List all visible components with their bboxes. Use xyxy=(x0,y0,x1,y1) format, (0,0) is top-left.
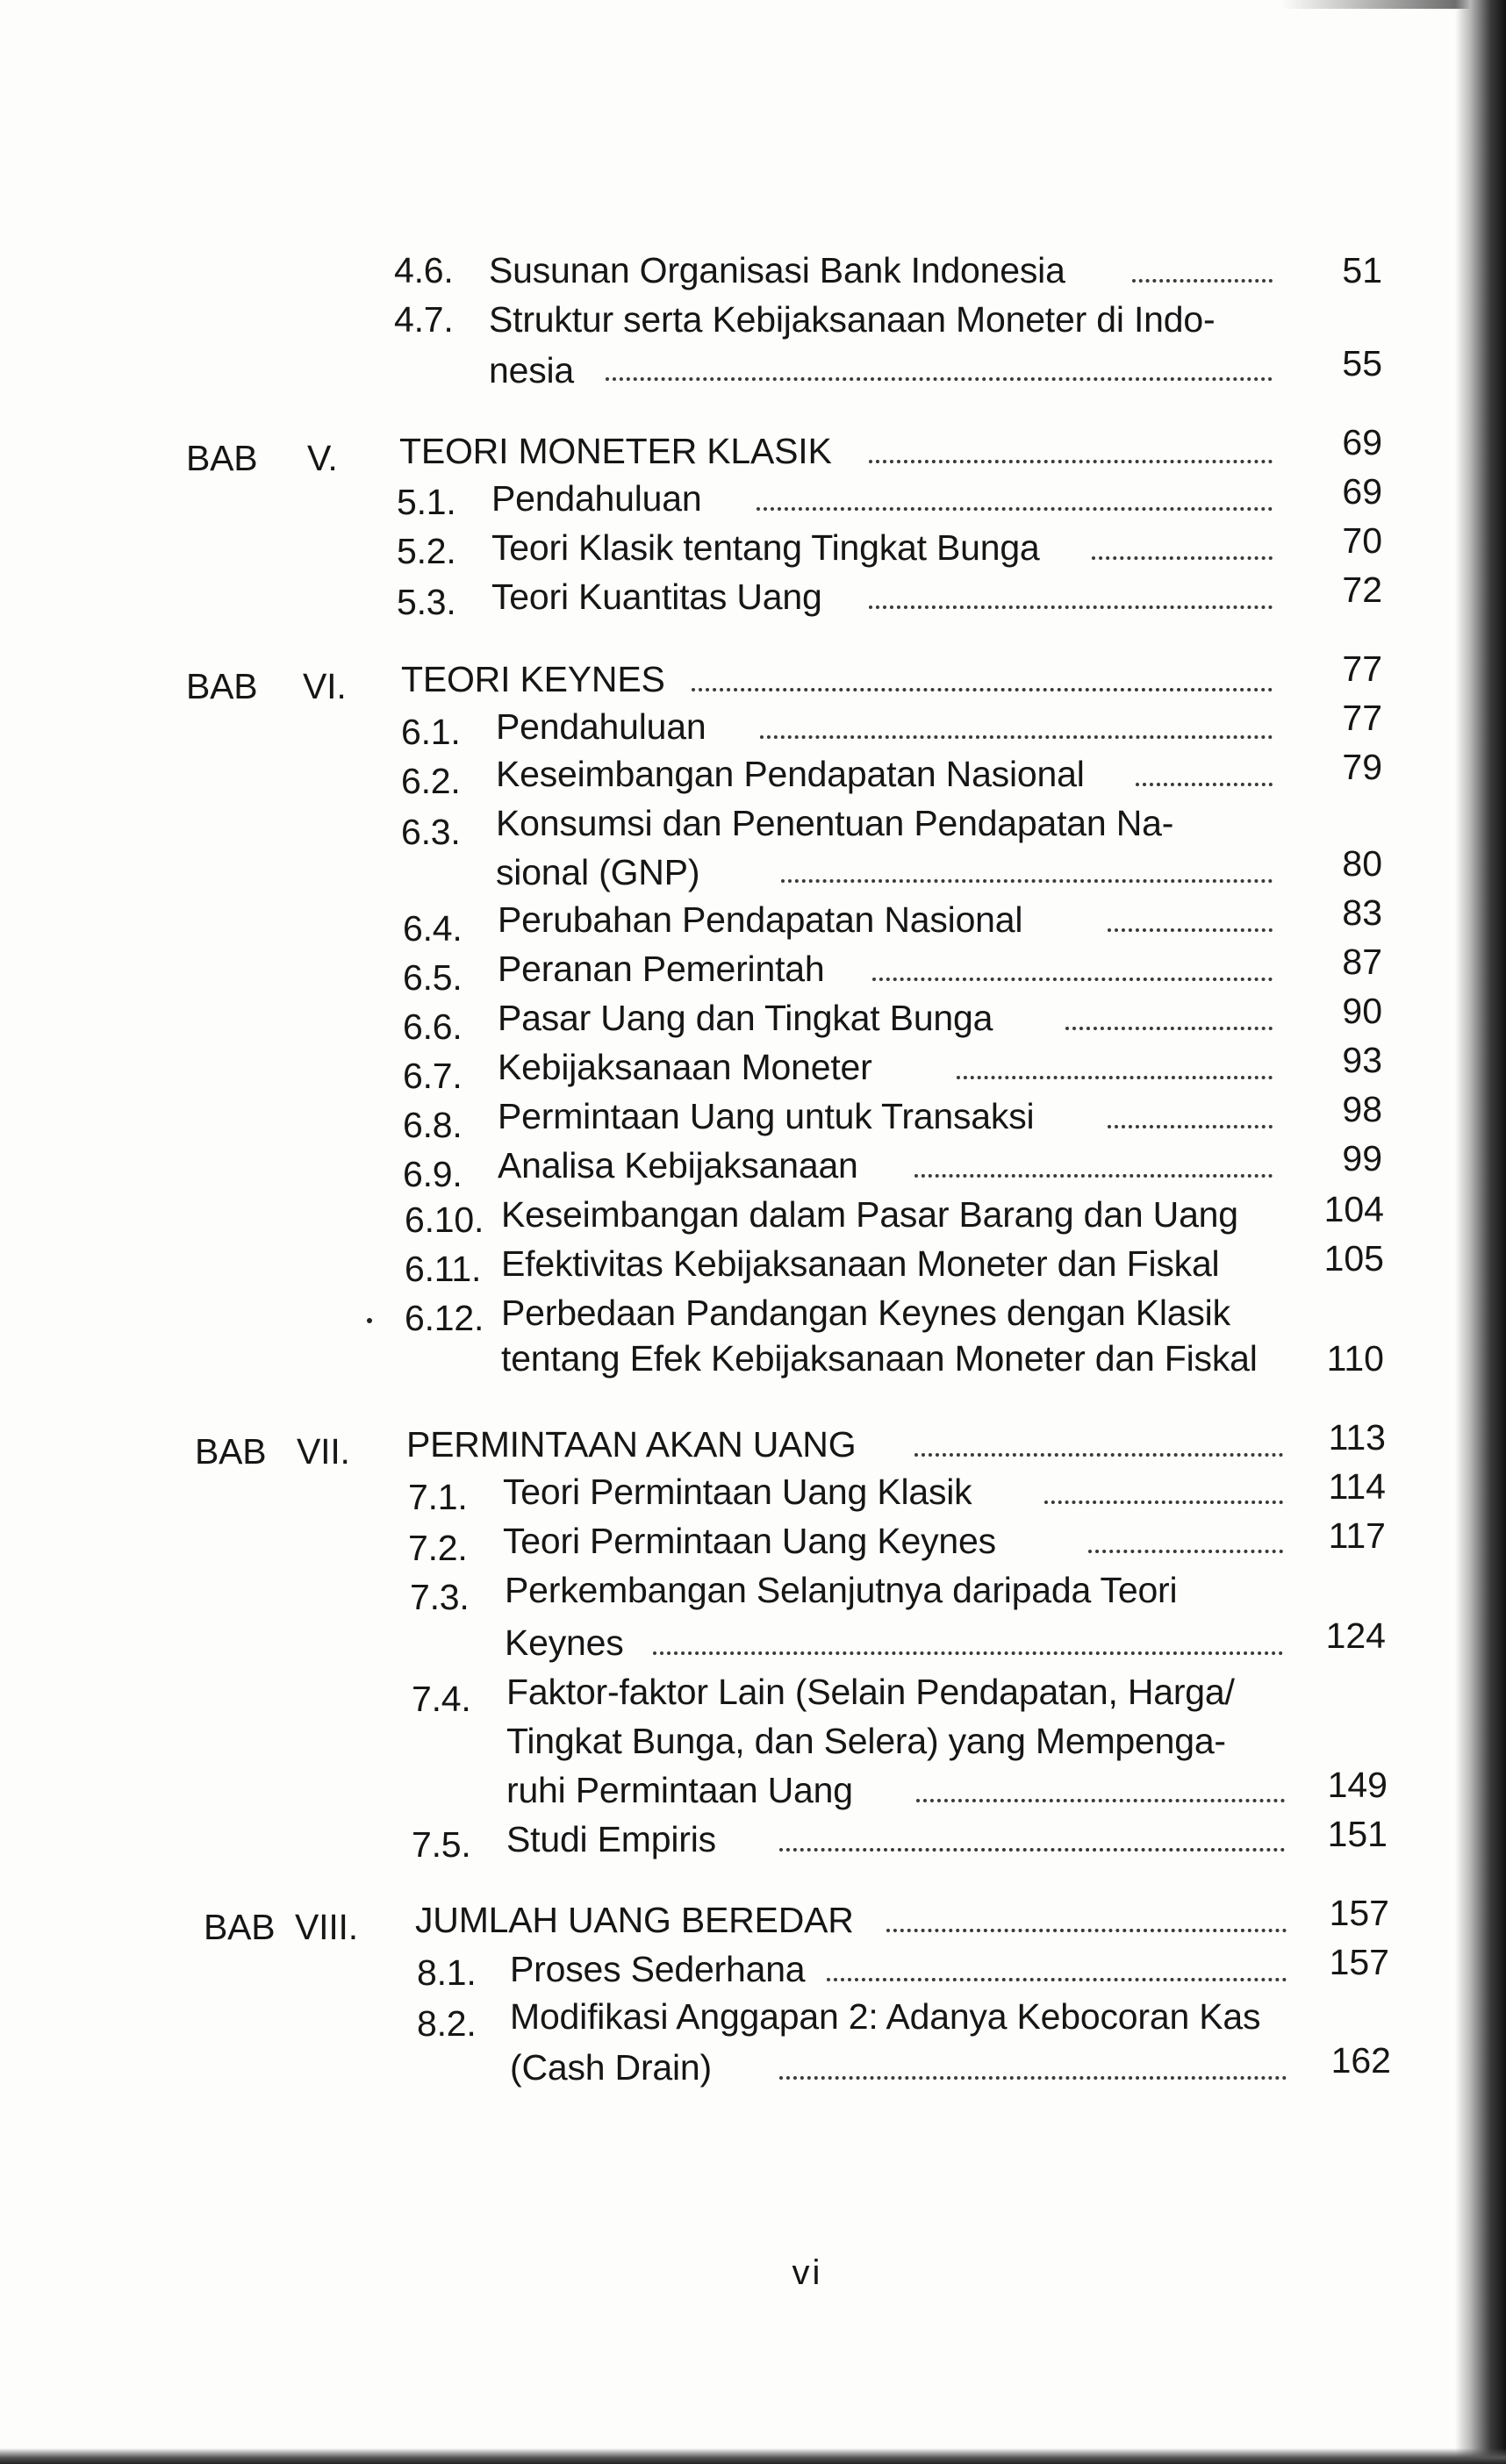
page-number: 55 xyxy=(1342,343,1382,383)
chapter-roman-numeral: V. xyxy=(307,438,338,478)
section-title: Perbedaan Pandangan Keynes dengan Klasik xyxy=(501,1293,1230,1333)
section-number: 7.5. xyxy=(412,1824,471,1865)
section-title-continued: ruhi Permintaan Uang xyxy=(506,1770,853,1810)
section-number: 7.2. xyxy=(408,1528,468,1568)
chapter-roman-numeral: VII. xyxy=(297,1431,350,1472)
dot-leader xyxy=(606,372,1273,381)
dot-leader xyxy=(869,455,1273,463)
dot-leader xyxy=(781,874,1273,883)
page-number: 77 xyxy=(1342,648,1382,689)
section-title-continued: nesia xyxy=(489,350,575,390)
page-number: 157 xyxy=(1329,1942,1389,1982)
section-number: 5.1. xyxy=(397,482,456,522)
chapter-label: BAB xyxy=(204,1907,276,1947)
section-title: Keseimbangan dalam Pasar Barang dan Uang xyxy=(501,1194,1238,1235)
dot-leader xyxy=(1065,1021,1273,1030)
section-number: 6.2. xyxy=(401,761,461,801)
dot-leader xyxy=(1132,274,1273,283)
section-number: 7.3. xyxy=(410,1577,470,1617)
section-title: Pasar Uang dan Tingkat Bunga xyxy=(498,998,993,1038)
page-number: 87 xyxy=(1342,942,1382,982)
page-number: 113 xyxy=(1328,1417,1386,1458)
dot-leader xyxy=(757,502,1273,511)
section-title: Keseimbangan Pendapatan Nasional xyxy=(496,754,1085,794)
dot-leader xyxy=(886,1923,1287,1932)
dot-leader xyxy=(1092,551,1273,560)
section-title: Teori Kuantitas Uang xyxy=(491,577,822,617)
section-number: 6.10. xyxy=(405,1200,484,1240)
page-number: 110 xyxy=(1326,1338,1384,1379)
page-number: 83 xyxy=(1342,892,1382,933)
page-number: 114 xyxy=(1328,1466,1386,1507)
section-title: Teori Permintaan Uang Klasik xyxy=(503,1472,972,1512)
dot-leader xyxy=(779,1843,1285,1852)
page-number: 104 xyxy=(1323,1189,1384,1229)
section-title: Perkembangan Selanjutnya daripada Teori xyxy=(505,1570,1178,1610)
dot-leader xyxy=(1136,777,1273,786)
section-number: 4.7. xyxy=(394,299,454,340)
page-footer-number: vi xyxy=(792,2253,823,2292)
page-number: 69 xyxy=(1342,422,1382,462)
section-number: 6.5. xyxy=(403,957,463,998)
dot-leader xyxy=(1088,1544,1283,1553)
page-number: 105 xyxy=(1323,1238,1384,1279)
section-title: Susunan Organisasi Bank Indonesia xyxy=(489,250,1065,290)
chapter-label: BAB xyxy=(195,1431,267,1472)
page-number: 79 xyxy=(1342,747,1382,787)
page-number: 99 xyxy=(1342,1138,1382,1178)
page-number: 149 xyxy=(1327,1765,1388,1805)
section-number: 6.7. xyxy=(403,1056,463,1096)
scan-edge-bottom xyxy=(0,2448,1506,2464)
section-title: Struktur serta Kebijaksanaan Moneter di Indo- xyxy=(489,299,1216,340)
page-number: 80 xyxy=(1342,843,1382,884)
section-number: 6.6. xyxy=(403,1006,463,1047)
dot-leader xyxy=(1044,1495,1283,1504)
section-number: 6.4. xyxy=(403,908,463,949)
section-number: 7.4. xyxy=(412,1679,471,1719)
section-title: Studi Empiris xyxy=(506,1819,716,1859)
section-title-continued: Keynes xyxy=(505,1622,624,1663)
section-number: 7.1. xyxy=(408,1477,468,1517)
bullet-mark xyxy=(367,1318,372,1323)
section-title-continued: tentang Efek Kebijaksanaan Moneter dan Fiskal xyxy=(501,1338,1258,1379)
section-title: Peranan Pemerintah xyxy=(498,949,825,989)
section-number: 6.9. xyxy=(403,1154,463,1194)
dot-leader xyxy=(1108,923,1273,932)
section-number: 6.12. xyxy=(405,1298,484,1338)
section-title: Pendahuluan xyxy=(491,478,702,519)
page-number: 72 xyxy=(1342,569,1382,610)
chapter-label: BAB xyxy=(186,438,258,478)
page-number: 124 xyxy=(1325,1615,1386,1656)
section-title: Proses Sederhana xyxy=(510,1949,806,1989)
page-number: 98 xyxy=(1342,1089,1382,1129)
section-number: 4.6. xyxy=(394,250,454,290)
section-title-continued: (Cash Drain) xyxy=(510,2047,712,2088)
section-number: 6.8. xyxy=(403,1105,463,1145)
section-title-continued: sional (GNP) xyxy=(496,852,700,892)
scan-edge-right xyxy=(1455,0,1506,2464)
dot-leader xyxy=(653,1646,1283,1655)
page-number: 93 xyxy=(1342,1040,1382,1080)
dot-leader xyxy=(1108,1120,1273,1128)
section-title: Teori Permintaan Uang Keynes xyxy=(503,1521,996,1561)
page-number: 51 xyxy=(1342,250,1382,290)
section-title: Kebijaksanaan Moneter xyxy=(498,1047,872,1087)
dot-leader xyxy=(692,683,1273,691)
section-number: 6.3. xyxy=(401,812,461,852)
page-number: 157 xyxy=(1329,1893,1389,1933)
dot-leader xyxy=(916,1794,1285,1802)
section-title: Teori Klasik tentang Tingkat Bunga xyxy=(491,527,1040,568)
dot-leader xyxy=(914,1448,1283,1457)
chapter-title: PERMINTAAN AKAN UANG xyxy=(406,1424,857,1465)
section-title: Konsumsi dan Penentuan Pendapatan Na- xyxy=(496,803,1174,843)
section-number: 6.11. xyxy=(405,1249,482,1289)
page-number: 117 xyxy=(1328,1515,1386,1556)
chapter-roman-numeral: VIII. xyxy=(295,1907,358,1947)
chapter-label: BAB xyxy=(186,666,258,706)
dot-leader xyxy=(760,730,1273,739)
section-title: Pendahuluan xyxy=(496,706,706,747)
dot-leader xyxy=(779,2071,1287,2080)
section-number: 5.3. xyxy=(397,582,456,622)
section-title-continued: Tingkat Bunga, dan Selera) yang Mempenga- xyxy=(506,1721,1226,1761)
chapter-title: JUMLAH UANG BEREDAR xyxy=(415,1900,854,1940)
dot-leader xyxy=(827,1973,1287,1981)
dot-leader xyxy=(957,1071,1273,1079)
page-number: 69 xyxy=(1342,471,1382,512)
section-title: Analisa Kebijaksanaan xyxy=(498,1145,858,1185)
dot-leader xyxy=(869,600,1273,609)
dot-leader xyxy=(872,972,1273,981)
section-title: Permintaan Uang untuk Transaksi xyxy=(498,1096,1035,1136)
page-number: 90 xyxy=(1342,991,1382,1031)
section-title: Modifikasi Anggapan 2: Adanya Kebocoran Kas xyxy=(510,1996,1261,2037)
section-title: Faktor-faktor Lain (Selain Pendapatan, Harga/ xyxy=(506,1672,1235,1712)
page-number: 162 xyxy=(1330,2040,1391,2081)
page-number: 151 xyxy=(1327,1814,1388,1854)
chapter-title: TEORI MONETER KLASIK xyxy=(399,431,832,471)
section-number: 5.2. xyxy=(397,531,456,571)
section-number: 8.1. xyxy=(417,1952,477,1993)
chapter-title: TEORI KEYNES xyxy=(401,659,665,699)
page-number: 70 xyxy=(1342,520,1382,561)
section-number: 8.2. xyxy=(417,2003,477,2044)
chapter-roman-numeral: VI. xyxy=(303,666,347,706)
section-title: Efektivitas Kebijaksanaan Moneter dan Fiskal xyxy=(501,1243,1220,1284)
section-title: Perubahan Pendapatan Nasional xyxy=(498,899,1023,940)
section-number: 6.1. xyxy=(401,712,461,752)
page-number: 77 xyxy=(1342,698,1382,738)
dot-leader xyxy=(914,1169,1273,1178)
